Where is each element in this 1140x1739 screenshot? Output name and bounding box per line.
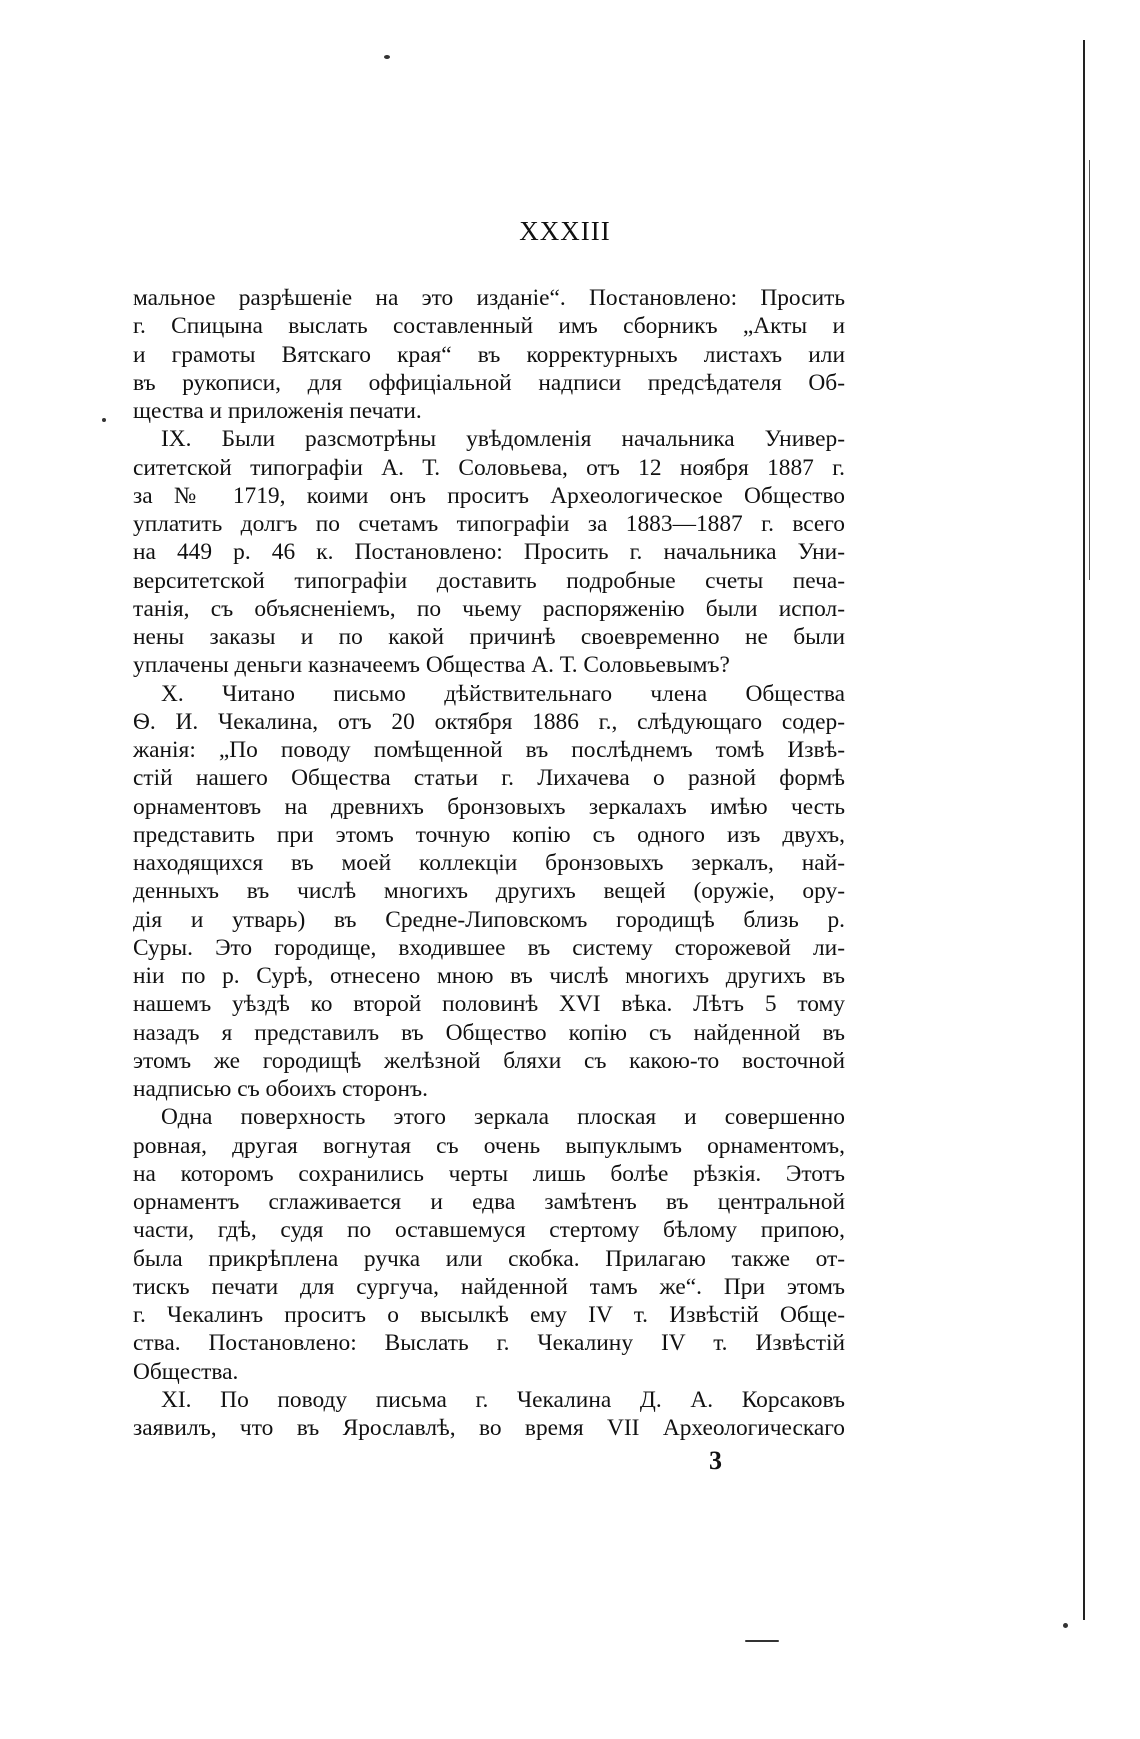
text-line: стій нашего Общества статьи г. Лихачева о разной формѣ bbox=[133, 765, 845, 792]
page-edge-line-secondary bbox=[1089, 160, 1090, 580]
text-line: части, гдѣ, судя по оставшемуся стертому бѣлому припою, bbox=[133, 1217, 845, 1244]
text-line: ровная, другая вогнутая съ очень выпуклымъ орнаментомъ, bbox=[133, 1132, 845, 1159]
text-line: XI. По поводу письма г. Чекалина Д. А. Корсаковъ bbox=[161, 1386, 845, 1413]
text-line: нашемъ уѣздѣ ко второй половинѣ XVI вѣка. Лѣтъ 5 тому bbox=[133, 991, 845, 1018]
paragraph-ix bbox=[133, 425, 845, 679]
text-line: заявилъ, что въ Ярославлѣ, во время VII Археологическаго bbox=[133, 1415, 845, 1441]
paragraph-continued bbox=[133, 284, 845, 425]
text-line: орнаментъ сглаживается и едва замѣтенъ въ центральной bbox=[133, 1189, 845, 1215]
text-line: въ рукописи, для оффиціальной надписи предсѣдателя Об- bbox=[133, 369, 845, 396]
text-line: Одна поверхность этого зеркала плоская и совершенно bbox=[161, 1104, 845, 1131]
paragraph-x bbox=[133, 680, 845, 1104]
text-line: жанія: „По поводу помѣщенной въ послѣднемъ томѣ Извѣ- bbox=[133, 737, 845, 763]
text-line: на 449 р. 46 к. Постановлено: Просить г. начальника Уни- bbox=[133, 539, 845, 566]
text-line: г. Спицына выслать составленный имъ сборникъ „Акты и bbox=[133, 313, 845, 340]
text-line: была прикрѣплена ручка или скобка. Прилагаю также от- bbox=[133, 1245, 845, 1272]
text-line: танія, съ объясненіемъ, по чьему распоряженію были испол- bbox=[133, 595, 845, 622]
text-line: находящихся въ моей коллекціи бронзовыхъ зеркалъ, най- bbox=[133, 850, 845, 876]
scan-mark bbox=[745, 1640, 779, 1642]
text-line: дія и утварь) въ Средне-Липовскомъ городищѣ близь р. bbox=[133, 906, 845, 933]
page-number: XXXIII bbox=[519, 216, 611, 246]
text-line: ства. Постановлено: Выслать г. Чекалину IV т. Извѣстій bbox=[133, 1330, 845, 1357]
scan-speck bbox=[102, 418, 106, 422]
page-edge-line bbox=[1083, 40, 1085, 1620]
text-line: на которомъ сохранились черты лишь болѣе рѣзкія. Этотъ bbox=[133, 1160, 845, 1187]
text-line: назадъ я представилъ въ Общество копію съ найденной въ bbox=[133, 1019, 845, 1046]
text-line: щества и приложенія печати. bbox=[133, 398, 422, 424]
body-text bbox=[133, 284, 845, 1442]
text-line: и грамоты Вятскаго края“ въ корректурныхъ листахъ или bbox=[133, 341, 845, 368]
text-line: этомъ же городищѣ желѣзной бляхи съ какою-то восточной bbox=[133, 1047, 845, 1074]
signature-mark: 3 bbox=[709, 1446, 722, 1475]
text-line: IX. Были разсмотрѣны увѣдомленія начальника Универ- bbox=[161, 426, 845, 453]
text-line: орнаментовъ на древнихъ бронзовыхъ зеркалахъ имѣю честь bbox=[133, 793, 845, 820]
paragraph-mirror bbox=[133, 1103, 845, 1386]
text-line: надписью съ обоихъ сторонъ. bbox=[133, 1076, 428, 1102]
text-line: нены заказы и по какой причинѣ своевременно не были bbox=[133, 624, 845, 650]
text-line: тискъ печати для сургуча, найденной тамъ же“. При этомъ bbox=[133, 1273, 845, 1300]
text-line: Суры. Это городище, входившее въ систему сторожевой ли- bbox=[133, 934, 845, 961]
text-line: X. Читано письмо дѣйствительнаго члена Общества bbox=[161, 680, 845, 707]
text-line: мальное разрѣшеніе на это изданіе“. Постановлено: Просить bbox=[133, 285, 845, 311]
text-line: денныхъ въ числѣ многихъ другихъ вещей (оружіе, ору- bbox=[133, 878, 845, 905]
text-line: ніи по р. Сурѣ, отнесено мною въ числѣ многихъ другихъ въ bbox=[133, 963, 845, 989]
text-line: Ѳ. И. Чекалина, отъ 20 октября 1886 г., слѣдующаго содер- bbox=[133, 708, 845, 735]
text-line: верситетской типографіи доставить подробные счеты печа- bbox=[133, 567, 845, 594]
text-line: за № 1719, коими онъ проситъ Археологическое Общество bbox=[133, 482, 845, 509]
text-line: уплачены деньги казначеемъ Общества А. Т. Соловьевымъ? bbox=[133, 652, 730, 679]
text-line: уплатить долгъ по счетамъ типографіи за 1883—1887 г. всего bbox=[133, 511, 845, 537]
text-line: представить при этомъ точную копію съ одного изъ двухъ, bbox=[133, 821, 845, 848]
scan-speck bbox=[1063, 1623, 1068, 1628]
text-line: Общества. bbox=[133, 1358, 239, 1385]
text-line: ситетской типографіи А. Т. Соловьева, отъ 12 ноября 1887 г. bbox=[133, 454, 845, 481]
paragraph-xi bbox=[133, 1386, 845, 1443]
text-line: г. Чекалинъ проситъ о высылкѣ ему IV т. Извѣстій Обще- bbox=[133, 1302, 845, 1328]
scan-speck bbox=[384, 55, 390, 59]
